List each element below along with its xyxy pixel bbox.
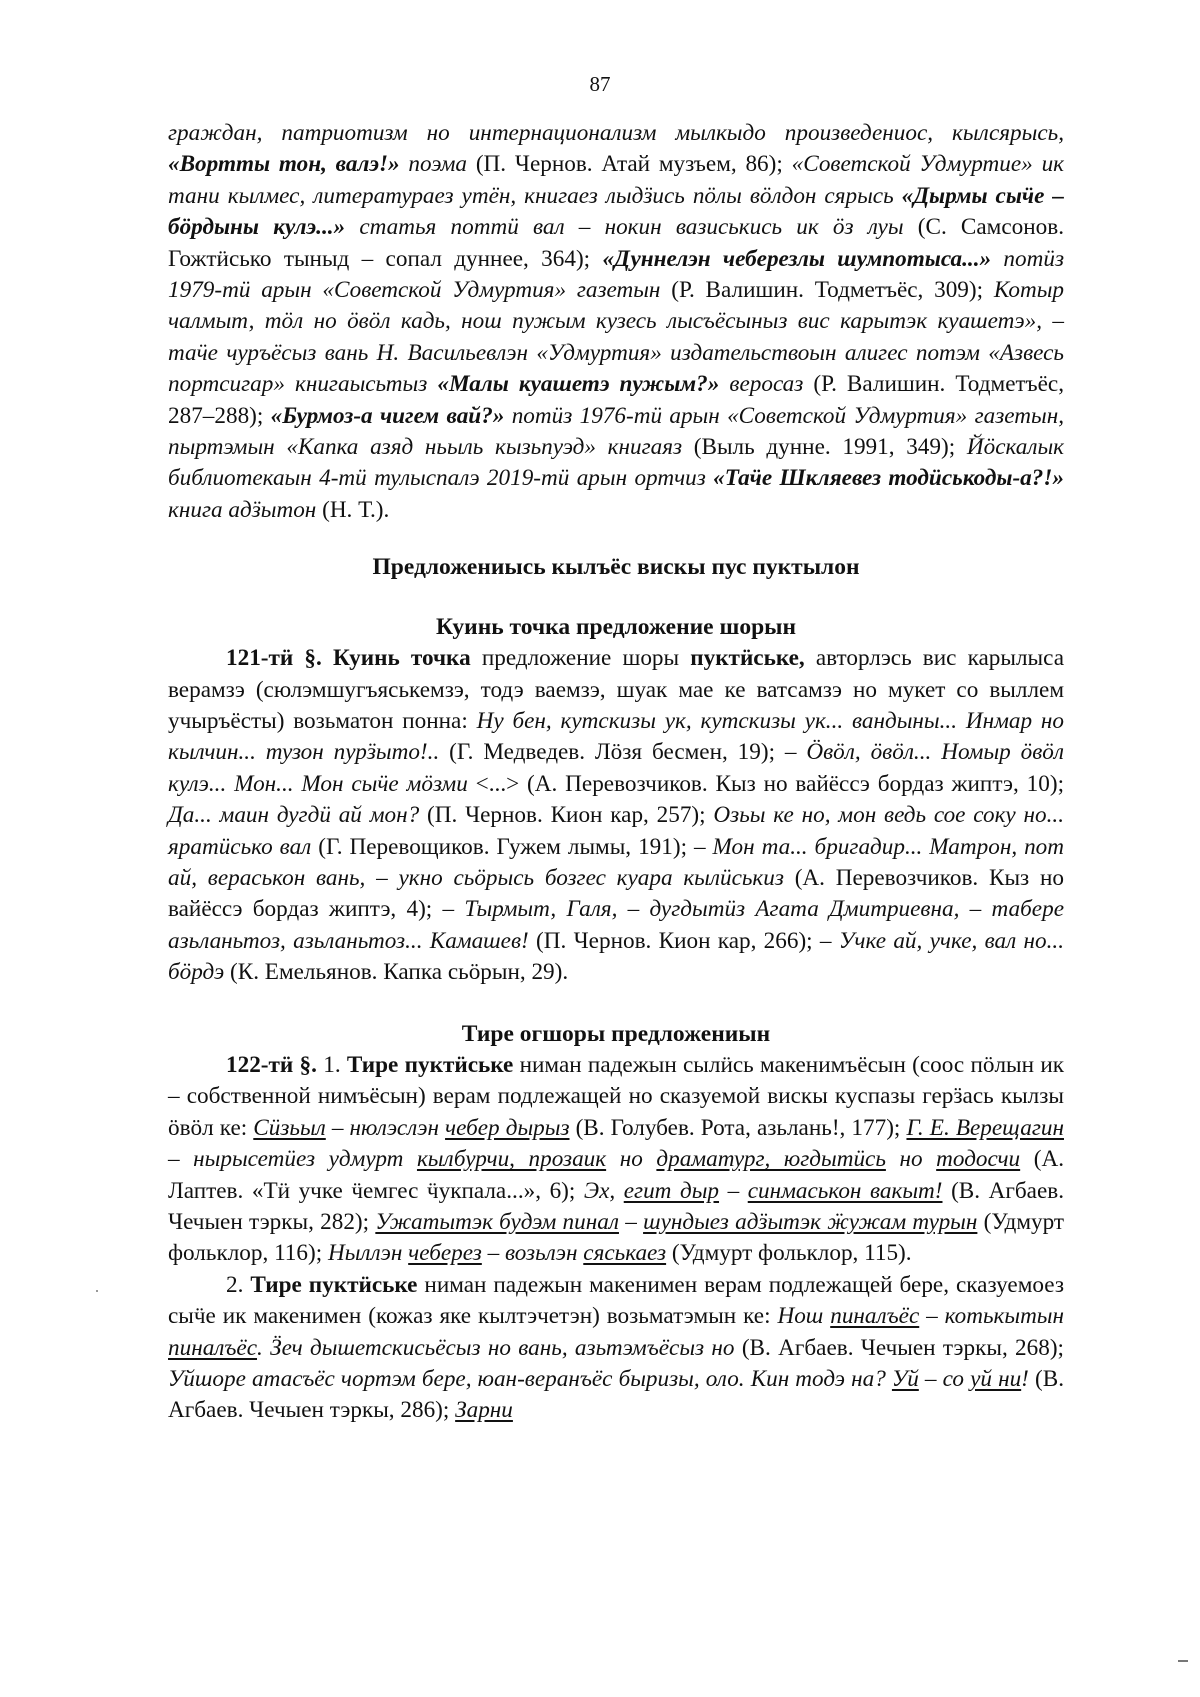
- text-run: (В. Агбаев. Чечыен тэркы, 286);: [168, 1366, 1065, 1424]
- text-run: книга адӟытон: [168, 496, 323, 523]
- text-run: Мон та... бригадир... Матрон, пот ай, вераськон вань, – укно сьӧрысь бозгес куара кылӥськиз: [168, 833, 1065, 891]
- text-run: Озьы ке но, мон ведь сое соку но... яратӥсько вал: [168, 802, 1065, 860]
- text-run: «Дырмы сыӵе – бӧрдыны кулэ...»: [168, 182, 1064, 241]
- text-run: потӥз 1976-тӥ арын «Советской Удмуртия» газетын, пыртэмын «Капка азяд ньыль кызьпуэд» книгаяз: [168, 402, 1064, 461]
- text-run: «Таӵе Шкляевез тодӥськоды-а?!»: [713, 465, 1064, 492]
- text-run: !: [1021, 1366, 1029, 1393]
- scan-mark: [1178, 1660, 1188, 1662]
- text-run: авторлэсь вис карылыса верамзэ (сюлэмшугъяськемзэ, тодэ ваемзэ, шуак мае ке ватсамзэ но мукет со выллем учыръёсты) возьматон понна:: [168, 645, 1064, 734]
- text-run: <...> (А. Перевозчиков. Кыз но вайёссэ бордаз жиптэ, 10);: [467, 770, 1065, 797]
- text-run: тодосчи: [936, 1146, 1021, 1173]
- text-run: предложение шоры: [470, 645, 691, 672]
- text-run: – котькытын: [919, 1303, 1065, 1330]
- text-run: (С. Самсонов. Гожтӥсько тыныд – сопал дуннее, 364);: [168, 214, 1064, 272]
- paragraph-122-1: [168, 1050, 1064, 1270]
- text-run: 1.: [316, 1051, 347, 1078]
- text-run: чебер дырыз: [445, 1114, 570, 1141]
- text-run: Тире пуктӥське: [250, 1271, 418, 1298]
- text-run: 122-тӥ §.: [226, 1051, 317, 1078]
- intro-paragraph: [168, 118, 1064, 526]
- text-run: «Дуннелэн чеберезлы шумпотыса...»: [602, 245, 992, 272]
- text-run: Йӧскалык библиотекаын 4-тӥ тулыспалэ 2019-тӥ арын ортчиз: [168, 434, 1065, 492]
- text-run: уй ни: [970, 1366, 1022, 1393]
- text-run: Да... маин дугдӥ ай мон?: [168, 802, 420, 829]
- paragraph-122-2: [168, 1270, 1064, 1427]
- text-run: (А. Перевозчиков. Кыз но вайёссэ бордаз жиптэ, 4); –: [168, 864, 1064, 923]
- text-run: ниман падежын сылӥсь макенимъёсын (соос пӧлын ик – собственной нимъёсын) верам подлежащей но сказуемой вискы куспазы герӟась кылзы ӧвӧл ке:: [168, 1051, 1065, 1141]
- text-run: статья поттӥ вал – нокин вазиськись ик ӧз луы: [345, 214, 918, 241]
- text-run: (Г. Перевощиков. Гужем лымы, 191); –: [311, 833, 713, 860]
- text-run: (Г. Медведев. Лӧзя бесмен, 19); –: [439, 739, 807, 766]
- text-run: пуктӥське,: [690, 645, 805, 672]
- text-run: . Ӟеч дышетскисьёсыз но вань, азьтэмъёсыз но: [257, 1334, 735, 1361]
- text-run: Г. Е. Верещагин: [906, 1114, 1064, 1141]
- text-run: Ӧвӧл, ӧвӧл... Номыр ӧвӧл кулэ... Мон... Мон сыӵе мӧзми: [168, 739, 1064, 797]
- text-run: –: [719, 1177, 748, 1204]
- text-run: (Удмурт фольклор, 115).: [666, 1240, 912, 1267]
- text-run: – со: [918, 1366, 971, 1393]
- text-run: (Выль дунне. 1991, 349);: [693, 434, 967, 461]
- text-run: (Р. Валишин. Тодметъёс, 287–288);: [168, 371, 1064, 429]
- text-run: синмаськон вакыт!: [747, 1177, 943, 1204]
- text-run: – нюлэслэн: [325, 1114, 446, 1141]
- page-number: 87: [589, 72, 611, 96]
- text-run: Зарни: [455, 1397, 513, 1424]
- text-run: (А. Лаптев. «Тӥ учке ӵемгес ӵукпала...», 6);: [168, 1146, 1064, 1204]
- text-run: (Н. Т.).: [322, 496, 390, 523]
- text-run: граждан, патриотизм но интернационализм мылкыдо произведениос, кылсярысь,: [168, 120, 1064, 146]
- text-run: сяськаез: [583, 1240, 667, 1267]
- section-heading: Предложениысь кылъёс вискы пус пуктылон: [372, 554, 860, 581]
- text-run: Уйшоре атасъёс чортэм бере, юан-веранъёс быризы, оло. Кин тодэ на?: [168, 1366, 892, 1393]
- text-run: потӥз 1979-тӥ арын «Советской Удмуртия» газетын: [168, 245, 1065, 304]
- text-run: но: [606, 1146, 657, 1173]
- text-run: Сӥзьыл: [253, 1114, 326, 1141]
- text-run: 2.: [226, 1271, 251, 1298]
- subheading-dash: Тире огшоры предложениын: [461, 1020, 771, 1047]
- paragraph-121: [168, 643, 1064, 988]
- text-run: поэма: [399, 151, 476, 178]
- text-run: «Малы куашетэ пужым?»: [437, 371, 720, 398]
- page-body: [168, 118, 1064, 1427]
- text-run: (В. Голубев. Рота, азьлань!, 177);: [569, 1114, 907, 1141]
- text-run: Ныллэн: [327, 1240, 409, 1267]
- text-run: Котыр чалмыт, тӧл но ӧвӧл кадь, нош пужым кузесь лысъёсыныз вис карытэк куашетэ», – таӵе чуръёсыз вань Н. Васильевлэн «Удмуртия» издательствоын алигес потэм «Азвесь портсигар» книгаысьтыз: [168, 277, 1064, 398]
- scan-dot: [96, 1290, 98, 1292]
- text-run: (К. Емельянов. Капка сьӧрын, 29).: [224, 959, 569, 986]
- text-run: –: [618, 1209, 644, 1235]
- text-run: кылбурчи, прозаик: [416, 1146, 607, 1173]
- text-run: но: [885, 1146, 937, 1173]
- text-run: Эх,: [583, 1177, 624, 1204]
- text-run: ниман падежын макенимен верам подлежащей бере, сказуемоез сыӵе ик макенимен (кожаз яке кылтэчетэн) возьматэмын ке:: [168, 1271, 1064, 1330]
- text-run: (В. Агбаев. Чечыен тэркы, 268);: [734, 1334, 1065, 1361]
- text-run: Ну бен, кутскизы ук, кутскизы ук... вандыны... Инмар но кылчин... тузон пурӟыто!..: [168, 707, 1064, 766]
- text-run: чеберез: [408, 1240, 482, 1267]
- text-run: «Советской Удмуртие» ик тани кылмес, литератураез утён, книгаез лыдӟись пӧлы вӧлдон сярысь: [168, 151, 1065, 209]
- text-run: шундыез адӟытэк ӝужам турын: [643, 1209, 978, 1235]
- text-run: (П. Чернов. Кион кар, 257);: [419, 802, 714, 829]
- text-run: (Р. Валишин. Тодметъёс, 309);: [671, 277, 994, 304]
- text-run: (Удмурт фольклор, 116);: [168, 1209, 1065, 1267]
- text-run: – нырысетӥез удмурт: [168, 1146, 417, 1173]
- text-run: (В. Агбаев. Чечыен тэркы, 282);: [168, 1177, 1064, 1235]
- subheading-ellipsis: Куинь точка предложение шорын: [435, 613, 797, 640]
- text-run: егит дыр: [623, 1177, 720, 1204]
- text-run: «Бурмоз-а чигем вай?»: [270, 402, 505, 429]
- text-run: Нош: [777, 1303, 831, 1330]
- text-run: (П. Чернов. Атай музъем, 86);: [475, 151, 792, 178]
- text-run: – возьлэн: [481, 1240, 584, 1267]
- text-run: Тырмыт, Галя, – дугдытӥз Агата Дмитриевна, – табере азьланьтоз, азьланьтоз... Камашев!: [168, 896, 1064, 954]
- text-run: 121-тӥ §. Куинь точка: [226, 645, 471, 672]
- text-run: Уй: [891, 1366, 919, 1393]
- text-run: драматург, югдытӥсь: [656, 1146, 886, 1173]
- text-run: (П. Чернов. Кион кар, 266); –: [528, 927, 839, 954]
- text-run: Ужатытэк будэм пинал: [375, 1209, 619, 1235]
- text-run: Тире пуктӥське: [346, 1051, 514, 1078]
- text-run: пиналъёс: [830, 1303, 920, 1330]
- text-run: Учке ай, учке, вал но... бӧрдэ: [168, 927, 1065, 986]
- text-run: «Вортты тон, валэ!»: [168, 151, 400, 178]
- text-run: веросаз: [719, 371, 814, 398]
- text-run: пиналъёс: [168, 1334, 258, 1361]
